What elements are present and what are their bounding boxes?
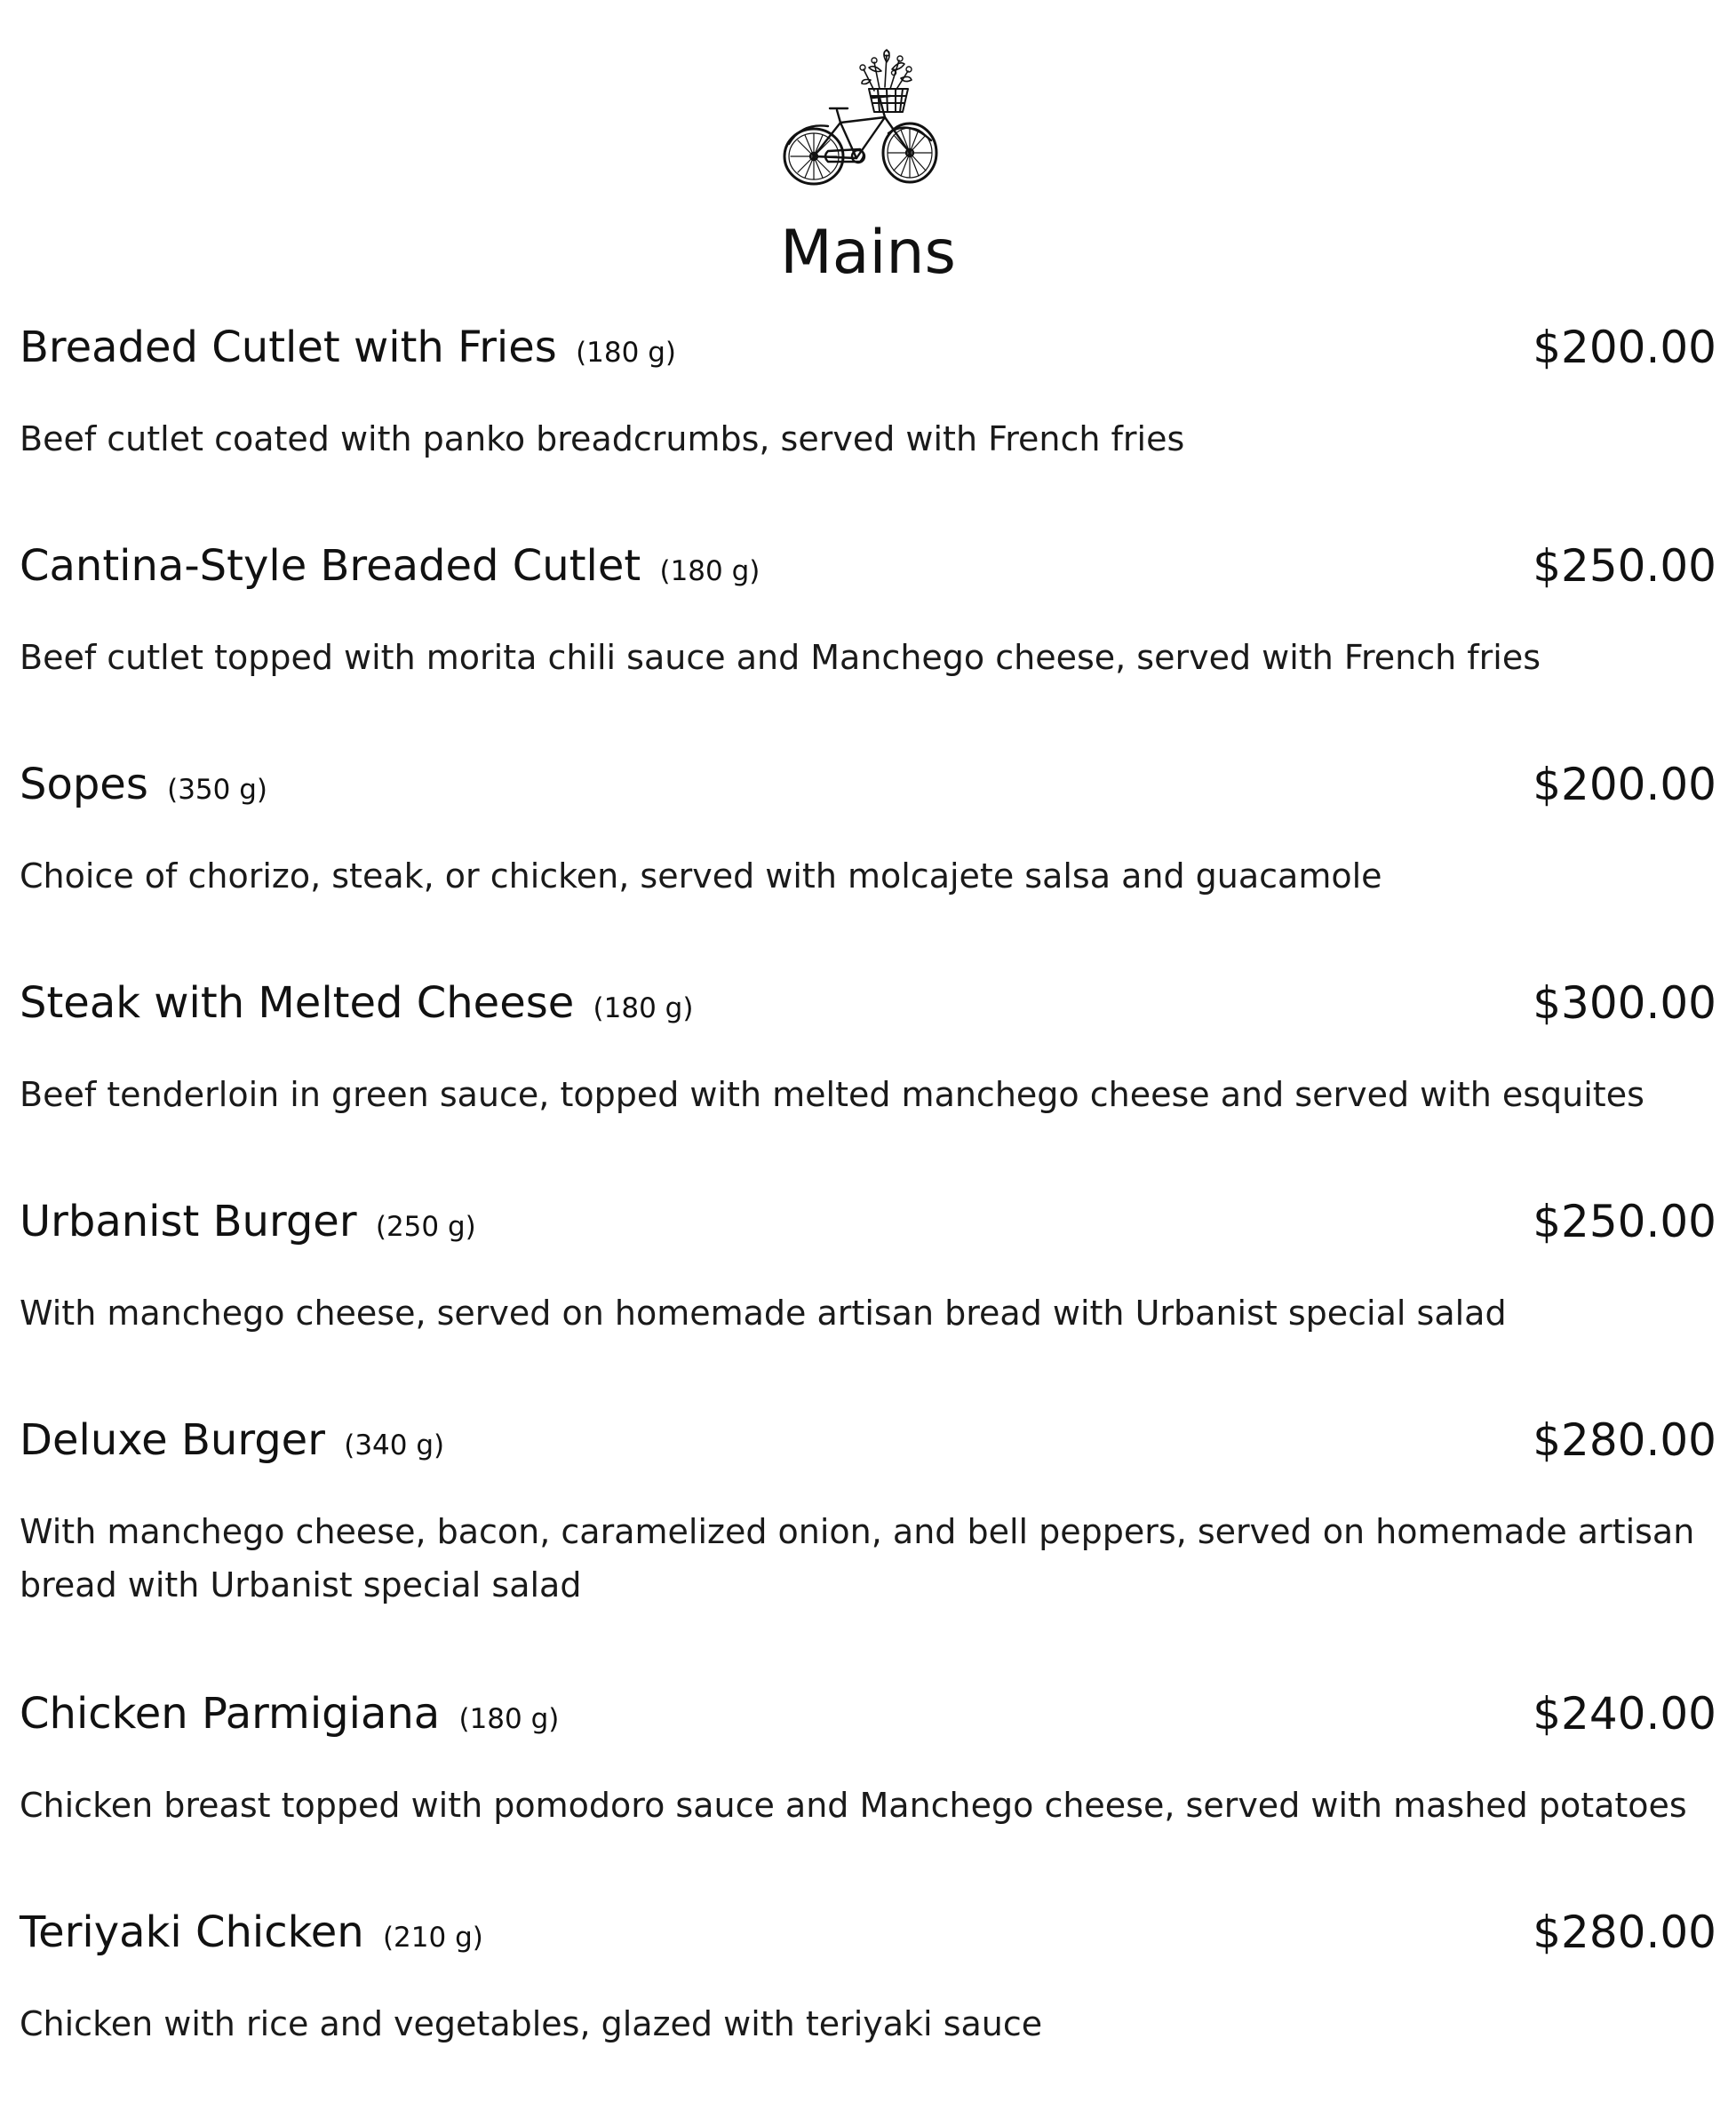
menu-item — [20, 1409, 1716, 1612]
page-title: Mains — [780, 218, 956, 288]
menu-item-price: $250.00 — [1533, 1196, 1716, 1247]
menu-item-price: $240.00 — [1533, 1688, 1716, 1740]
menu-item-name: Deluxe Burger — [20, 1415, 325, 1465]
menu-item-weight: (250 g) — [375, 1211, 476, 1243]
menu-item — [20, 316, 1716, 466]
menu-item-price: $200.00 — [1533, 322, 1716, 373]
menu-item-description: With manchego cheese, bacon, caramelized onion, and bell peppers, served on homemade artisan bread with Urbanist special salad — [20, 1512, 1695, 1604]
menu-item-description: Beef tenderloin in green sauce, topped with melted manchego cheese and served with esquites — [20, 1075, 1644, 1114]
menu-item-description: Beef cutlet coated with panko breadcrumbs, served with French fries — [20, 419, 1185, 458]
menu-item-name-row — [20, 1409, 444, 1477]
menu-item-description: Beef cutlet topped with morita chili sauce and Manchego cheese, served with French fries — [20, 638, 1541, 677]
menu-item-weight: (350 g) — [167, 774, 267, 806]
menu-item-name: Sopes — [20, 760, 148, 809]
menu-item-name-row — [20, 316, 676, 384]
menu-item-name: Chicken Parmigiana — [20, 1689, 441, 1739]
menu-item-weight: (340 g) — [344, 1429, 445, 1461]
menu-item-name-row — [20, 972, 693, 1039]
menu-item-description: With manchego cheese, served on homemade artisan bread with Urbanist special salad — [20, 1294, 1507, 1333]
menu-item-name: Teriyaki Chicken — [20, 1907, 364, 1957]
menu-item-price: $280.00 — [1533, 1907, 1716, 1958]
menu-item — [20, 972, 1716, 1121]
menu-item-weight: (180 g) — [576, 337, 676, 369]
menu-item-name-row — [20, 535, 760, 602]
menu-item — [20, 535, 1716, 684]
menu-item — [20, 753, 1716, 903]
menu-item-description: Choice of chorizo, steak, or chicken, served with molcajete salsa and guacamole — [20, 856, 1382, 896]
menu-item-name: Urbanist Burger — [20, 1197, 357, 1246]
menu-item-name: Cantina-Style Breaded Cutlet — [20, 541, 641, 591]
menu-item-name: Steak with Melted Cheese — [20, 978, 575, 1028]
menu-item — [20, 1683, 1716, 1832]
menu-item-description: Chicken with rice and vegetables, glazed with teriyaki sauce — [20, 2004, 1043, 2043]
menu-item-weight: (210 g) — [382, 1922, 483, 1954]
menu-item-weight: (180 g) — [593, 992, 694, 1024]
menu-item-name: Breaded Cutlet with Fries — [20, 322, 557, 372]
menu-item — [20, 1190, 1716, 1340]
menu-item-description: Chicken breast topped with pomodoro sauce and Manchego cheese, served with mashed potatoes — [20, 1786, 1687, 1825]
menu-item-weight: (180 g) — [458, 1703, 560, 1735]
bicycle-with-flower-basket-icon — [775, 46, 947, 188]
menu-item-name-row — [20, 1683, 559, 1750]
menu-item-price: $280.00 — [1533, 1414, 1716, 1466]
menu-item-name-row — [20, 1901, 483, 1969]
menu-item-price: $200.00 — [1533, 759, 1716, 810]
menu-item-name-row — [20, 1190, 476, 1258]
menu-item-price: $250.00 — [1533, 540, 1716, 592]
menu-item — [20, 1901, 1716, 2050]
menu-item-weight: (180 g) — [659, 555, 760, 587]
menu-item-price: $300.00 — [1533, 977, 1716, 1029]
menu-item-name-row — [20, 753, 267, 821]
